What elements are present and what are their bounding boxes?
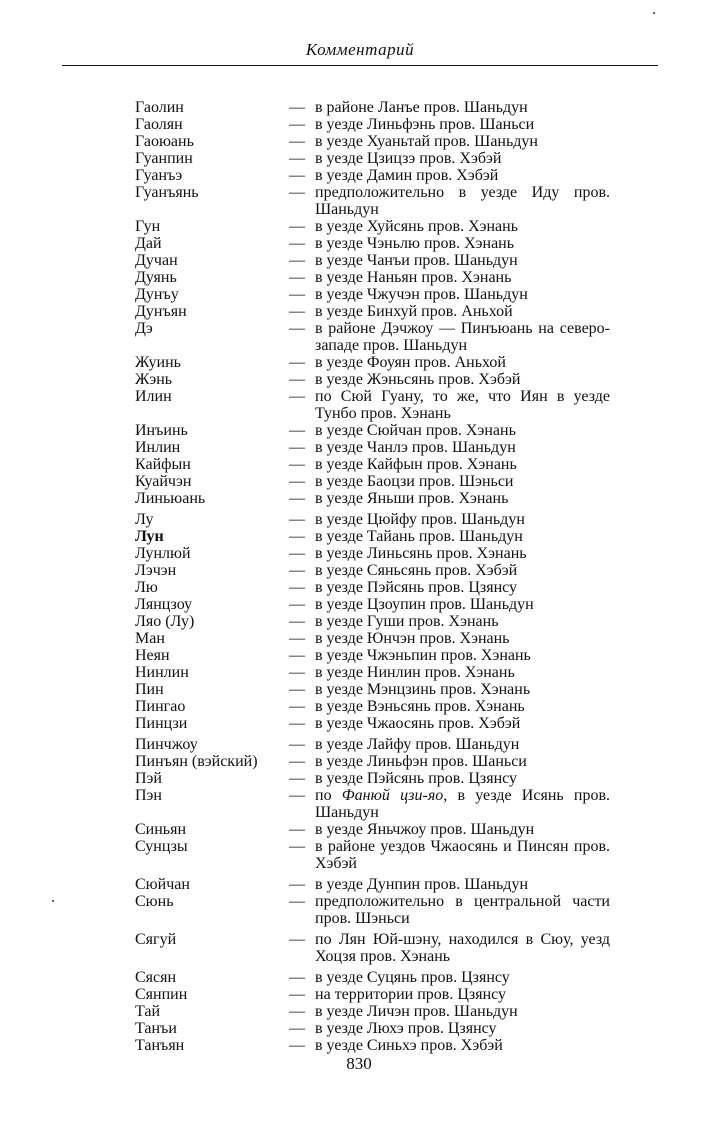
entry [135,681,610,698]
entry [135,664,610,681]
entry-text: в районе Ланъе пров. Шаньдун [315,99,528,116]
entry-text: в уезде Сюйчан пров. Хэнань [315,422,516,439]
entry-name: Лу [135,511,154,528]
entry-name: Дучан [135,252,178,269]
entry-text: в уезде Фоуян пров. Аньхой [315,354,506,371]
entry-name: Неян [135,647,170,664]
entry-dash: — [289,133,305,150]
entry-name: Лянцзоу [135,596,193,613]
entry [135,320,610,354]
entry-text: в районе Дэчжоу — Пинъюань на северо-западе пров. Шаньдун [315,320,610,354]
entry-name: Тай [135,1003,161,1020]
entry-name: Гаоюань [135,133,194,150]
entry-text: в уезде Чжэньпин пров. Хэнань [315,647,531,664]
entry-text: в уезде Вэньсянь пров. Хэнань [315,698,525,715]
entry-name: Пэн [135,787,162,804]
entry-name: Нинлин [135,664,189,681]
entry-dash: — [289,286,305,303]
entry-name: Дунъу [135,286,179,303]
entry [135,613,610,630]
entry [135,821,610,838]
entry-dash: — [289,969,305,986]
entry-dash: — [289,698,305,715]
entry [135,753,610,770]
entry-name: Линьюань [135,490,206,507]
entry-text: в уезде Линьсянь пров. Хэнань [315,545,527,562]
entry-dash: — [289,736,305,753]
entry-dash: — [289,630,305,647]
entry-text: в уезде Люхэ пров. Цзянсу [315,1020,497,1037]
entry-dash: — [289,838,305,855]
entry-name: Сясян [135,969,177,986]
entry-dash: — [289,218,305,235]
entry-text: в уезде Хуаньтай пров. Шаньдун [315,133,538,150]
header-rule [62,65,658,66]
entry-text: в уезде Кайфын пров. Хэнань [315,456,517,473]
entry-dash: — [289,613,305,630]
entry [135,286,610,303]
entry [135,787,610,821]
entry [135,876,610,893]
entry-text: в уезде Яньши пров. Хэнань [315,490,509,507]
entry-dash: — [289,821,305,838]
entry-text: в уезде Чанлэ пров. Шаньдун [315,439,516,456]
entry [135,354,610,371]
entry-text: в уезде Синьхэ пров. Хэбэй [315,1037,503,1054]
entry-text [315,787,610,821]
entry-name: Дэ [135,320,153,337]
entry [135,630,610,647]
entry-text: по Сюй Гуану, то же, что Иян в уезде Тунбо пров. Хэнань [315,388,610,422]
entry [135,1003,610,1020]
entry-text: в уезде Линьфэн пров. Шаньси [315,753,527,770]
entry-name: Сягуй [135,931,177,948]
entry-name: Ман [135,630,165,647]
entry-dash: — [289,473,305,490]
entry-dash: — [289,1020,305,1037]
entry [135,439,610,456]
entry-dash: — [289,681,305,698]
entry [135,579,610,596]
entry-name: Сунцзы [135,838,188,855]
entry-text: в уезде Суцянь пров. Цзянсу [315,969,510,986]
entry-text: в уезде Лайфу пров. Шаньдун [315,736,520,753]
entry-dash: — [289,1003,305,1020]
entry-dash: — [289,596,305,613]
entry-dash: — [289,388,305,405]
entry-name: Лэчэн [135,562,177,579]
entry-dash: — [289,511,305,528]
entry-text: в районе уездов Чжаосянь и Пинсян пров. Хэбэй [315,838,610,872]
entry-dash: — [289,876,305,893]
entry-dash: — [289,439,305,456]
entry-name: Сянпин [135,986,188,1003]
entry-dash: — [289,986,305,1003]
entry [135,1037,610,1054]
entry-dash: — [289,354,305,371]
entry-text: в уезде Дамин пров. Хэбэй [315,167,499,184]
entry [135,218,610,235]
entry-dash: — [289,787,305,804]
entry [135,511,610,528]
entry-text: в уезде Бинхуй пров. Аньхой [315,303,513,320]
entry [135,715,610,732]
entry-dash: — [289,269,305,286]
entry-dash: — [289,184,305,201]
entry-dash: — [289,579,305,596]
entry-dash: — [289,320,305,337]
entry [135,528,610,545]
entry-name: Жуинь [135,354,181,371]
entry-name: Куайчэн [135,473,192,490]
entry [135,931,610,965]
entry [135,235,610,252]
book-title: Фанюй цзи-яо, [341,787,448,804]
entry [135,252,610,269]
entry [135,562,610,579]
entry [135,596,610,613]
entry [135,545,610,562]
entry-text: в уезде Юнчэн пров. Хэнань [315,630,510,647]
entry [135,303,610,320]
entry-dash: — [289,150,305,167]
entry-dash: — [289,528,305,545]
entry-name: Сюйчан [135,876,190,893]
entry [135,473,610,490]
entry-name: Дай [135,235,162,252]
entry [135,116,610,133]
entry-text: в уезде Гуши пров. Хэнань [315,613,499,630]
entry [135,1020,610,1037]
entry-name: Лю [135,579,158,596]
entry [135,99,610,116]
entry [135,770,610,787]
entry-name: Инъинь [135,422,188,439]
entry-name: Пингао [135,698,186,715]
entry-name: Пинъян (вэйский) [135,753,258,770]
entry [135,150,610,167]
entry-text: по Лян Юй-шэну, находился в Сюу, уезд Хоцзя пров. Хэнань [315,931,610,965]
entry [135,456,610,473]
entry-dash: — [289,456,305,473]
entry [135,838,610,872]
entry-dash: — [289,931,305,948]
entry-text-part: по [315,787,342,804]
entry-name: Лунлюй [135,545,191,562]
entry-text: в уезде Чэньлю пров. Хэнань [315,235,515,252]
entry [135,269,610,286]
entry [135,371,610,388]
entry-name: Лун [135,528,164,545]
entry-text: в уезде Чанъи пров. Шаньдун [315,252,518,269]
entry [135,969,610,986]
entry-text: в уезде Чжаосянь пров. Хэбэй [315,715,521,732]
speck-mark [653,12,655,14]
entry-name: Инлин [135,439,181,456]
entry-dash: — [289,1037,305,1054]
entry-text: в уезде Пэйсянь пров. Цзянсу [315,579,518,596]
entry-dash: — [289,893,305,910]
entry-text: в уезде Цзицзэ пров. Хэбэй [315,150,502,167]
entry [135,422,610,439]
entry-name: Сюнь [135,893,174,910]
entry-dash: — [289,371,305,388]
entry-dash: — [289,116,305,133]
entry-text: в уезде Линьфэнь пров. Шаньси [315,116,535,133]
entry-name: Гуанъэ [135,167,183,184]
entry-dash: — [289,753,305,770]
entry-dash: — [289,303,305,320]
entry-dash: — [289,167,305,184]
entry-text-part: в уезде Исянь пров. Шаньдун [315,787,611,821]
entry-text: в уезде Сяньсянь пров. Хэбэй [315,562,518,579]
entry-text: в уезде Наньян пров. Хэнань [315,269,512,286]
entry [135,736,610,753]
entry-dash: — [289,235,305,252]
entry-name: Гуанъянь [135,184,199,201]
gazetteer-list [135,99,610,1054]
entry-dash: — [289,422,305,439]
entry-name: Жэнь [135,371,173,388]
entry-dash: — [289,715,305,732]
entry-dash: — [289,770,305,787]
entry-dash: — [289,562,305,579]
entry-name: Пэй [135,770,162,787]
entry [135,388,610,422]
entry-text: в уезде Чжучэн пров. Шаньдун [315,286,528,303]
entry-name: Пинцзи [135,715,188,732]
entry-text: в уезде Цюйфу пров. Шаньдун [315,511,525,528]
entry-text: предположительно в уезде Иду пров. Шаньдун [315,184,610,218]
entry-text: в уезде Личэн пров. Шаньдун [315,1003,518,1020]
entry-text: в уезде Жэньсянь пров. Хэбэй [315,371,521,388]
entry-text: на территории пров. Цзянсу [315,986,507,1003]
entry-text: в уезде Тайань пров. Шаньдун [315,528,523,545]
entry-text: в уезде Дунпин пров. Шаньдун [315,876,528,893]
entry-name: Гуанпин [135,150,193,167]
entry-text: в уезде Цзоупин пров. Шаньдун [315,596,534,613]
entry [135,986,610,1003]
entry-name: Синьян [135,821,187,838]
entry-name: Дунъян [135,303,187,320]
entry-name: Пинчжоу [135,736,198,753]
entry [135,698,610,715]
entry-text: в уезде Хуйсянь пров. Хэнань [315,218,519,235]
entry-dash: — [289,99,305,116]
entry-name: Дуянь [135,269,177,286]
entry-text: в уезде Мэнцзинь пров. Хэнань [315,681,531,698]
entry-text: в уезде Яньчжоу пров. Шаньдун [315,821,535,838]
page-number: 830 [346,1054,372,1073]
entry-name: Илин [135,388,172,405]
entry-text: в уезде Баоцзи пров. Шэньси [315,473,514,490]
entry-name: Ляо (Лу) [135,613,195,630]
entry-dash: — [289,647,305,664]
entry-name: Пин [135,681,164,698]
entry-name: Гун [135,218,161,235]
entry-dash: — [289,490,305,507]
speck-mark [52,900,54,902]
entry-text: в уезде Нинлин пров. Хэнань [315,664,515,681]
entry-dash: — [289,252,305,269]
entry [135,490,610,507]
entry-dash: — [289,545,305,562]
entry-dash: — [289,664,305,681]
entry [135,167,610,184]
entry [135,647,610,664]
entry-name: Кайфын [135,456,191,473]
entry-text: предположительно в центральной части пров. Шэньси [315,893,610,927]
entry-name: Гаолян [135,116,183,133]
entry [135,184,610,218]
entry-name: Танъян [135,1037,185,1054]
entry [135,133,610,150]
entry-name: Танъи [135,1020,177,1037]
entry-text: в уезде Пэйсянь пров. Цзянсу [315,770,518,787]
entry-name: Гаолин [135,99,184,116]
entry [135,893,610,927]
running-header: Комментарий [305,40,415,59]
